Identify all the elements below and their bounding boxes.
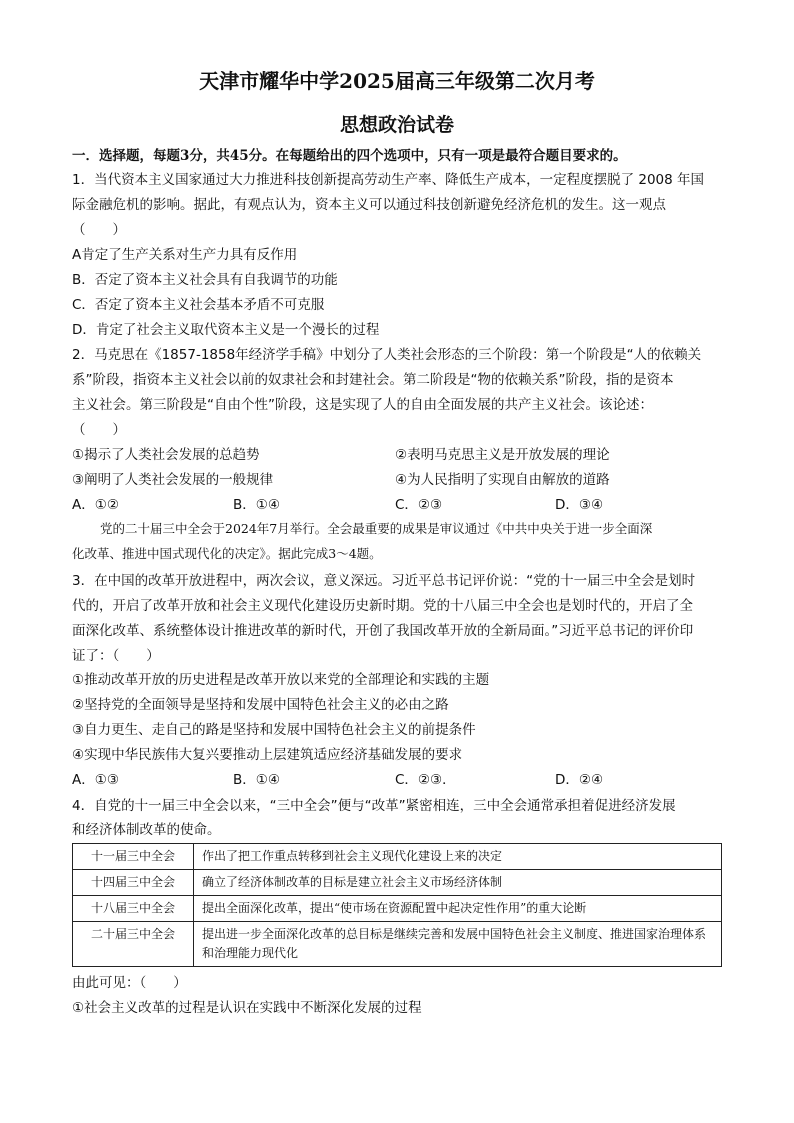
table-cell-session: 二十届三中全会 xyxy=(73,922,194,967)
table-row xyxy=(73,844,722,870)
table-cell-session: 十一届三中全会 xyxy=(73,844,194,870)
q1-line-2: 际金融危机的影响。据此，有观点认为，资本主义可以通过科技创新避免经济危机的发生。这一观点 xyxy=(72,197,666,213)
q2-item-3: ③阐明了人类社会发展的一般规律 xyxy=(72,472,274,488)
q2-option-d: D．③④ xyxy=(555,497,604,513)
q2-item-4: ④为人民指明了实现自由解放的道路 xyxy=(395,472,610,488)
material-line-1: 党的二十届三中全会于2024年7月举行。全会最重要的成果是审议通过《中共中央关于进一步全面深 xyxy=(100,521,653,536)
q4-item-1: ①社会主义改革的过程是认识在实践中不断深化发展的过程 xyxy=(72,1000,422,1016)
q2-line-2: 系”阶段，指资本主义社会以前的奴隶社会和封建社会。第二阶段是“物的依赖关系”阶段，指的是资本 xyxy=(72,372,674,388)
q2-option-b: B．①④ xyxy=(233,497,280,513)
q1-line-3: （ ） xyxy=(72,222,126,238)
table-cell-content: 提出全面深化改革，提出“使市场在资源配置中起决定性作用”的重大论断 xyxy=(194,896,722,922)
q1-option-b: B．否定了资本主义社会具有自我调节的功能 xyxy=(72,272,338,288)
q4-table xyxy=(72,843,722,967)
q4-after: 由此可见：（ ） xyxy=(72,975,187,991)
table-cell-content: 确立了经济体制改革的目标是建立社会主义市场经济体制 xyxy=(194,870,722,896)
q3-item-2: ②坚持党的全面领导是坚持和发展中国特色社会主义的必由之路 xyxy=(72,697,449,713)
q3-line-4: 证了：（ ） xyxy=(72,648,160,664)
q1-option-a: A肯定了生产关系对生产力具有反作用 xyxy=(72,247,298,263)
q4-line-1: 4．自党的十一届三中全会以来，“三中全会”便与“改革”紧密相连，三中全会通常承担着促进经济发展 xyxy=(72,798,676,814)
q1-option-c: C．否定了资本主义社会基本矛盾不可克服 xyxy=(72,297,325,313)
q3-option-c: C．②③． xyxy=(395,772,456,788)
q2-line-1: 2．马克思在《1857-1858年经济学手稿》中划分了人类社会形态的三个阶段：第一个阶段是“人的依赖关 xyxy=(72,347,702,363)
table-cell-session: 十四届三中全会 xyxy=(73,870,194,896)
q3-line-1: 3．在中国的改革开放进程中，两次会议，意义深远。习近平总书记评价说：“党的十一届三中全会是划时 xyxy=(72,573,696,589)
q2-item-2: ②表明马克思主义是开放发展的理论 xyxy=(395,447,610,463)
table-row xyxy=(73,896,722,922)
exam-title: 天津市耀华中学2025届高三年级第二次月考 xyxy=(199,69,595,93)
q2-line-3: 主义社会。第三阶段是“自由个性”阶段，这是实现了人的自由全面发展的共产主义社会。该论述： xyxy=(72,397,653,413)
q3-item-1: ①推动改革开放的历史进程是改革开放以来党的全部理论和实践的主题 xyxy=(72,672,490,688)
table-cell-session: 十八届三中全会 xyxy=(73,896,194,922)
q2-option-c: C．②③ xyxy=(395,497,443,513)
q3-line-2: 代的，开启了改革开放和社会主义现代化建设历史新时期。党的十八届三中全会也是划时代的，开启了全 xyxy=(72,598,693,614)
q1-option-d: D．肯定了社会主义取代资本主义是一个漫长的过程 xyxy=(72,322,380,338)
q3-item-4: ④实现中华民族伟大复兴要推动上层建筑适应经济基础发展的要求 xyxy=(72,747,463,763)
q3-line-3: 面深化改革、系统整体设计推进改革的新时代，开创了我国改革开放的全新局面。”习近平总书记的评价印 xyxy=(72,623,694,639)
q3-item-3: ③自力更生、走自己的路是坚持和发展中国特色社会主义的前提条件 xyxy=(72,722,476,738)
table-row xyxy=(73,922,722,967)
q2-item-1: ①揭示了人类社会发展的总趋势 xyxy=(72,447,260,463)
q3-option-a: A．①③ xyxy=(72,772,119,788)
exam-subtitle: 思想政治试卷 xyxy=(339,114,454,136)
q3-option-d: D．②④ xyxy=(555,772,604,788)
section-heading: 一．选择题，每题3分，共45分。在每题给出的四个选项中，只有一项是最符合题目要求的。 xyxy=(72,148,627,164)
q4-line-2: 和经济体制改革的使命。 xyxy=(72,822,221,838)
q2-line-4: （ ） xyxy=(72,422,126,438)
q1-line-1: 1．当代资本主义国家通过大力推进科技创新提高劳动生产率、降低生产成本，一定程度摆脱了 2008 年国 xyxy=(72,172,705,188)
q2-option-a: A．①② xyxy=(72,497,119,513)
q3-option-b: B．①④ xyxy=(233,772,280,788)
material-line-2: 化改革、推进中国式现代化的决定》。据此完成3～4题。 xyxy=(72,546,382,561)
table-cell-content: 作出了把工作重点转移到社会主义现代化建设上来的决定 xyxy=(194,844,722,870)
table-cell-content: 提出进一步全面深化改革的总目标是继续完善和发展中国特色社会主义制度、推进国家治理体系和治理能力现代化 xyxy=(194,922,722,967)
table-row xyxy=(73,870,722,896)
